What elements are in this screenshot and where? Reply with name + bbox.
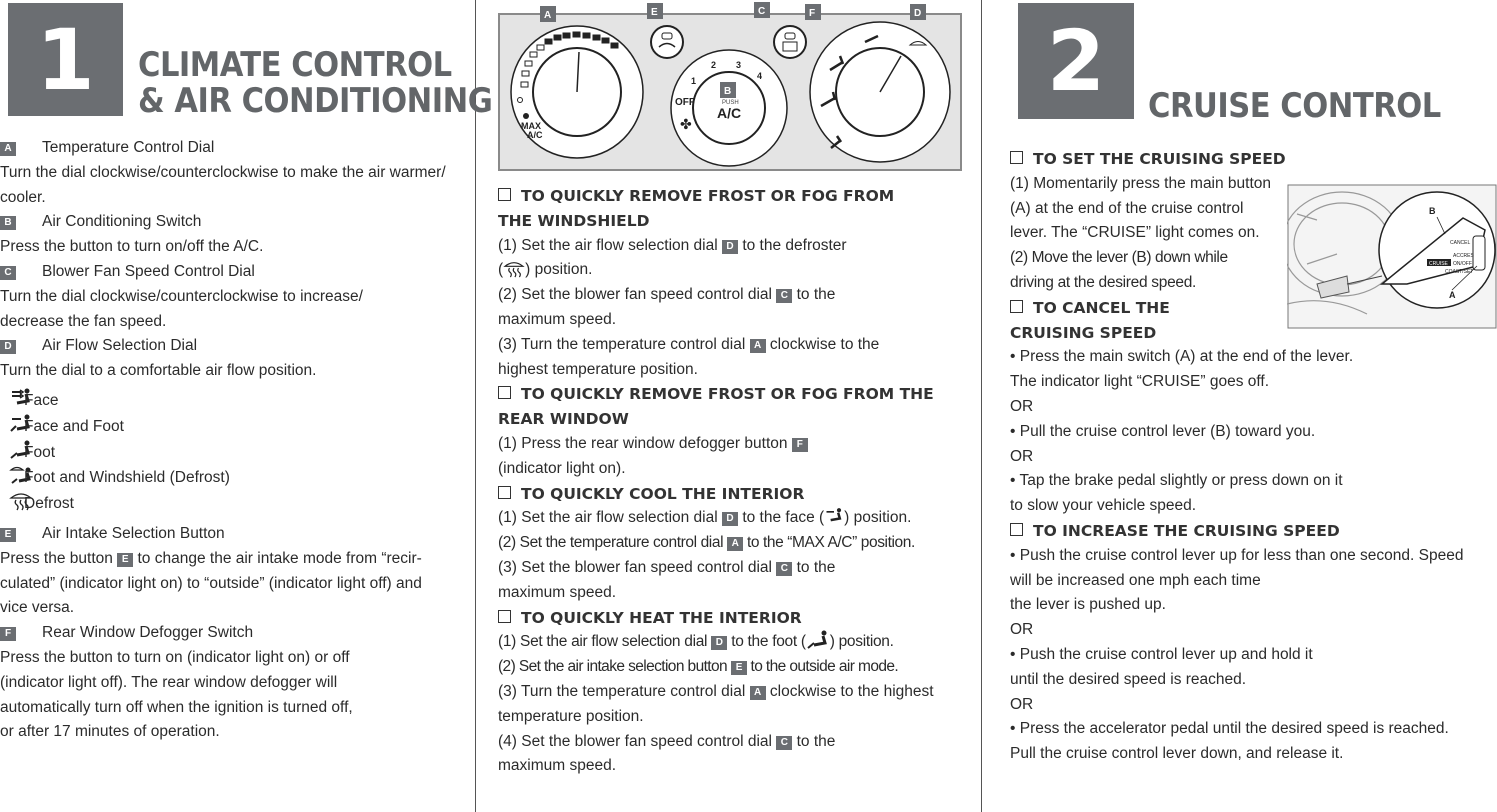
step-text: ) position. [829,633,894,651]
column-divider-1 [475,0,476,812]
onoff-label: ON/OFF [1453,261,1472,267]
item-desc: Press the button to turn on/off the A/C. [0,238,264,256]
step-text: • Push the cruise control lever up and hold it [1010,645,1313,663]
heading-text: TO INCREASE THE CRUISING SPEED [1033,521,1340,540]
heading-text: TO SET THE CRUISING SPEED [1033,150,1286,168]
max-ac-label: A/C [527,130,543,140]
fan-speed-3: 3 [736,60,742,70]
section-number: 1 [36,10,95,109]
step-text: • Push the cruise control lever up for less than one second. Speed [1010,546,1464,564]
step-text: to the [796,732,836,750]
heading-set-speed [1010,147,1463,172]
lever-label-a: A [1449,290,1456,300]
step-text: driving at the desired speed. [1010,273,1197,291]
defrost-icon [503,260,525,278]
callout-e: E [651,7,658,18]
max-label: MAX [521,121,541,131]
step-text: to the defroster [742,236,847,254]
heading-increase [1010,519,1463,544]
step [498,655,934,680]
heading-text: THE WINDSHIELD [498,211,650,230]
callout-f: F [809,8,816,19]
item-desc: Turn the dial clockwise/counterclockwise to increase/ [0,287,363,305]
item-desc: or after 17 minutes of operation. [0,723,220,741]
item-desc: automatically turn off when the ignition is turned off, [0,698,353,716]
controls-list [0,136,446,745]
item-d [0,334,446,359]
step-text: to the face ( [742,509,825,527]
section-title: CRUISE CONTROL [1148,86,1441,126]
step [498,730,934,755]
step-text: (2) Set the blower fan speed control dial [498,286,772,304]
step [498,234,934,259]
item-desc [0,547,446,572]
mode-label: Defrost [24,495,74,513]
step [498,680,934,705]
section-number: 2 [1046,12,1106,110]
item-e [0,522,446,547]
item-a [0,136,446,161]
step-text: (2) Set the temperature control dial [498,534,724,552]
label-badge: C [776,736,792,750]
step-text: ) position. [525,261,593,279]
step-text: (1) Set the air flow selection dial [498,236,718,254]
mode-label: Foot and Windshield (Defrost) [24,469,230,487]
checkbox-icon [1010,151,1023,164]
step-text: (3) Turn the temperature control dial [498,682,746,700]
mode-foot [0,440,446,466]
section-title [138,47,492,119]
heading-heat [498,606,934,631]
item-desc: Press the button to turn on (indicator light on) or off [0,648,350,666]
or-text: OR [1010,621,1034,639]
callout-b: B [724,86,732,97]
accres-label: ACCRES [1453,253,1474,259]
item-name: Air Flow Selection Dial [42,337,198,355]
section-number-badge [1018,3,1134,119]
step [498,432,934,457]
step-text: The indicator light “CRUISE” goes off. [1010,373,1270,391]
step-text: to slow your vehicle speed. [1010,497,1197,515]
step-text: maximum speed. [498,757,617,775]
checkbox-icon [498,386,511,399]
cancel-label: CANCEL [1450,240,1471,246]
item-c [0,260,446,285]
step [498,283,934,308]
lever-label-b: B [1429,206,1436,216]
label-badge: C [0,266,16,280]
step-text: (1) Press the rear window defogger button [498,434,788,452]
step-text: • Pull the cruise control lever (B) toward you. [1010,422,1316,440]
section-number-badge [8,3,123,116]
step [498,556,934,581]
step-text: will be increased one mph each time [1010,571,1261,589]
step-text: to the foot ( [731,633,806,651]
step-text: the lever is pushed up. [1010,596,1166,614]
checkbox-icon [498,610,511,623]
checkbox-icon [1010,300,1023,313]
item-name: Temperature Control Dial [42,139,215,156]
step-text: Pull the cruise control lever down, and release it. [1010,745,1344,763]
step-text: to the outside air mode. [750,658,899,676]
mode-label: Face and Foot [24,417,124,435]
heading-text: CRUISING SPEED [1010,323,1157,342]
heading-text: TO CANCEL THE [1033,298,1170,317]
column-divider-2 [981,0,982,812]
fan-speed-4: 4 [757,71,763,81]
checkbox-icon [1010,523,1023,536]
desc-part: Press the button [0,549,113,567]
climate-panel-illustration [497,0,965,175]
label-badge: D [722,240,738,254]
label-badge: D [722,512,738,526]
step-text: (3) Turn the temperature control dial [498,335,746,353]
title-line-1: CLIMATE CONTROL [138,45,452,85]
step-text: highest temperature position. [498,360,698,378]
heading-text: TO QUICKLY HEAT THE INTERIOR [521,608,802,627]
mode-foot-defrost [0,465,446,491]
step-text: to the [796,558,836,576]
or-text: OR [1010,447,1034,465]
coastset-label: COAST/SET [1445,269,1474,275]
step-text: to the “MAX A/C” position. [746,534,915,552]
heading-windshield [498,184,934,209]
or-text: OR [1010,695,1034,713]
heading-text: REAR WINDOW [498,410,629,429]
step-text: (1) Momentarily press the main button [1010,174,1272,192]
step-text: lever. The “CRUISE” light comes on. [1010,224,1260,242]
checkbox-icon [498,188,511,201]
item-desc: Turn the dial clockwise/counterclockwise to make the air warmer/ [0,163,446,181]
label-badge: C [776,562,792,576]
item-b [0,210,446,235]
step [498,258,934,283]
push-label: PUSH [722,100,739,106]
cruise-indicator-label: CRUISE [1429,261,1448,267]
title-line-2: & AIR CONDITIONING [138,81,493,121]
mode-label: Foot [24,443,56,461]
mode-face-foot [0,414,446,440]
ac-button-label: A/C [717,105,742,121]
label-badge: E [0,528,16,542]
label-badge: D [0,340,16,354]
fan-speed-2: 2 [711,60,717,70]
callout-a: A [544,10,552,21]
item-desc: Turn the dial to a comfortable air flow position. [0,362,317,380]
step-text: • Tap the brake pedal slightly or press down on it [1010,472,1343,490]
desc-part: to change the air intake mode from “recir- [137,549,422,567]
step-text: (4) Set the blower fan speed control dial [498,732,772,750]
step-text: temperature position. [498,707,644,725]
item-desc: cooler. [0,188,46,206]
label-badge: B [0,216,16,230]
step-text: • Press the main switch (A) at the end of the lever. [1010,348,1354,366]
label-badge: C [776,289,792,303]
step-text: (1) Set the air flow selection dial [498,509,718,527]
step-text: maximum speed. [498,583,617,601]
mode-label: Face [24,391,59,409]
foot-vent-icon [806,630,830,650]
step [498,531,934,556]
item-name: Rear Window Defogger Switch [42,624,254,642]
mode-defrost [0,491,446,517]
step [498,333,934,358]
step-text: until the desired speed is reached. [1010,670,1247,688]
cruise-lever-diagram [1287,184,1497,329]
label-badge: E [117,553,133,567]
label-badge: E [731,661,747,675]
step-text: to the [796,286,836,304]
label-badge: F [792,438,808,452]
step-text: ) position. [844,509,912,527]
step [498,630,934,655]
heading-text: TO QUICKLY REMOVE FROST OR FOG FROM THE [521,385,934,404]
mode-face [0,388,446,414]
step-text: maximum speed. [498,310,617,328]
label-badge: A [727,537,743,551]
quick-instructions [498,184,934,779]
fan-off-label: OFF [675,97,695,108]
heading-cool [498,482,934,507]
label-badge: D [711,636,727,650]
item-desc: culated” (indicator light on) to “outside” (indicator light off) and [0,574,422,592]
step-text: ( [498,261,504,279]
item-name: Air Conditioning Switch [42,213,202,231]
step-text: (indicator light on). [498,459,626,477]
item-desc: vice versa. [0,599,75,617]
callout-c: C [758,6,766,17]
fan-glyph-icon: ✤ [680,116,692,132]
callout-d: D [914,8,922,19]
heading-rear-window [498,382,934,407]
item-name: Air Intake Selection Button [42,524,225,542]
item-name: Blower Fan Speed Control Dial [42,262,255,280]
step-text: clockwise to the [769,335,880,353]
item-desc: (indicator light off). The rear window defogger will [0,673,338,691]
fan-speed-1: 1 [691,76,697,86]
label-badge: A [750,686,766,700]
step-text: (2) Set the air intake selection button [498,658,728,676]
step-text: (1) Set the air flow selection dial [498,633,708,651]
step-text: clockwise to the highest [769,682,934,700]
step-text: (2) Move the lever (B) down while [1010,249,1228,267]
label-badge: A [0,142,16,156]
heading-text: TO QUICKLY COOL THE INTERIOR [521,484,805,503]
item-desc: decrease the fan speed. [0,312,167,330]
face-vent-icon [824,506,844,526]
step-text: (A) at the end of the cruise control [1010,199,1244,217]
checkbox-icon [498,486,511,499]
heading-text: TO QUICKLY REMOVE FROST OR FOG FROM [521,187,895,205]
step-text: (3) Set the blower fan speed control dial [498,558,772,576]
or-text: OR [1010,397,1034,415]
step [498,506,934,531]
item-f [0,621,446,646]
label-badge: A [750,339,766,353]
step-text: • Press the accelerator pedal until the desired speed is reached. [1010,720,1449,738]
label-badge: F [0,627,16,641]
air-intake-button [651,26,683,58]
